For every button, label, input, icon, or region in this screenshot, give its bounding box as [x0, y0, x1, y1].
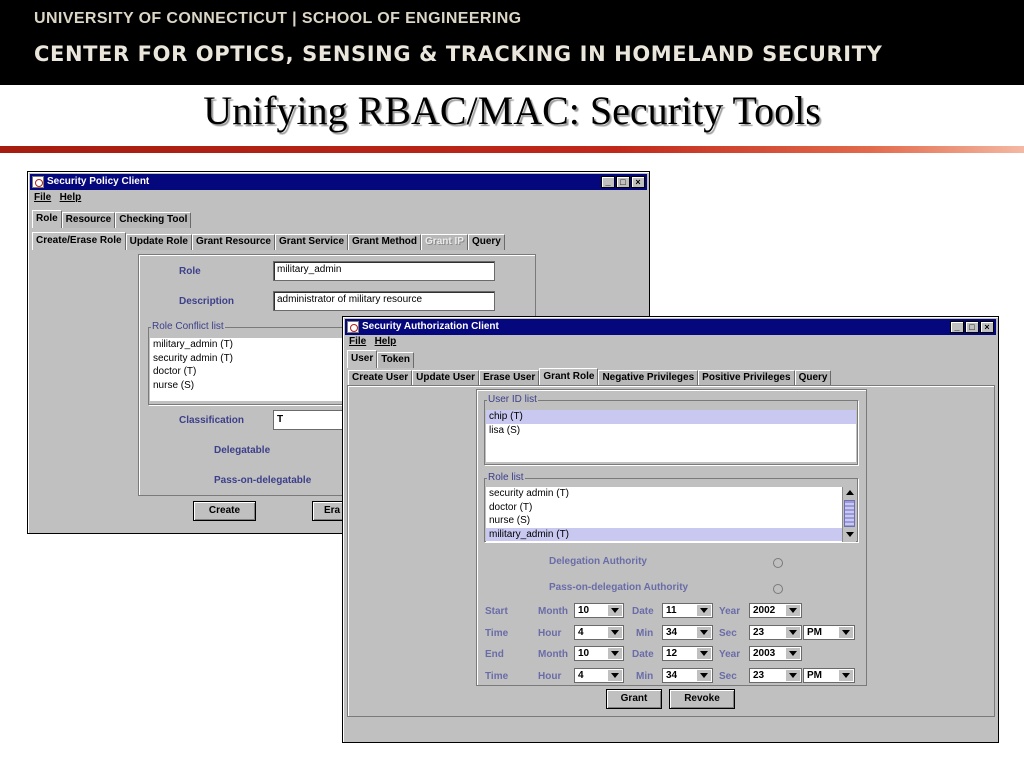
- end-sec-label: Sec: [719, 671, 737, 682]
- classification-label: Classification: [179, 415, 245, 426]
- role-label: Role: [179, 266, 201, 277]
- start-date-value: 11: [666, 605, 677, 616]
- chevron-down-icon: [786, 648, 800, 659]
- list-item[interactable]: nurse (S): [489, 515, 531, 526]
- start-year-value: 2002: [753, 605, 776, 616]
- end-ampm-value: PM: [807, 670, 822, 681]
- start-date-select[interactable]: [662, 603, 713, 618]
- end-sec-select[interactable]: [749, 668, 802, 683]
- policy-sub-tabs: [32, 234, 505, 250]
- start-min-label: Min: [636, 628, 654, 639]
- java-app-icon: [32, 176, 44, 188]
- maximize-icon[interactable]: □: [965, 321, 979, 333]
- auth-sub-tabs: [348, 370, 831, 386]
- list-item[interactable]: nurse (S): [153, 379, 195, 391]
- start-sec-value: 23: [753, 627, 765, 638]
- chevron-down-icon: [608, 670, 622, 681]
- list-item[interactable]: doctor (T): [489, 501, 533, 513]
- end-time-label: Time: [485, 671, 509, 682]
- end-min-label: Min: [636, 671, 654, 682]
- chevron-down-icon: [786, 605, 800, 616]
- tab-erase-user[interactable]: Erase User: [479, 370, 539, 386]
- close-icon[interactable]: ×: [631, 176, 645, 188]
- tab-grant-ip: Grant IP: [421, 234, 468, 250]
- end-label: End: [485, 649, 504, 660]
- end-sec-value: 23: [753, 670, 765, 681]
- menu-help[interactable]: Help: [374, 336, 397, 347]
- start-ampm-select[interactable]: [803, 625, 855, 640]
- user-id-group: [484, 394, 858, 465]
- scroll-down-icon[interactable]: [846, 532, 854, 537]
- start-ampm-value: PM: [807, 627, 822, 638]
- end-min-select[interactable]: [662, 668, 713, 683]
- list-item[interactable]: military_admin (T): [486, 528, 856, 542]
- policy-top-tabs: [32, 212, 191, 228]
- list-item[interactable]: doctor (T): [153, 366, 197, 377]
- slide-title: Unifying RBAC/MAC: Security Tools: [203, 88, 821, 133]
- end-hour-label: Hour: [538, 671, 562, 682]
- scroll-up-icon[interactable]: [846, 490, 854, 495]
- user-id-list[interactable]: [486, 410, 856, 462]
- erase-button[interactable]: Era: [312, 501, 375, 521]
- chevron-down-icon: [608, 605, 622, 616]
- minimize-icon[interactable]: _: [950, 321, 964, 333]
- tab-user[interactable]: User: [347, 350, 377, 368]
- end-month-label: Month: [538, 649, 568, 660]
- minimize-icon[interactable]: _: [601, 176, 615, 188]
- tab-create-user[interactable]: Create User: [348, 370, 412, 386]
- description-label: Description: [179, 296, 235, 307]
- scroll-thumb[interactable]: [844, 500, 855, 527]
- start-min-value: 34: [666, 627, 678, 638]
- end-date-value: 12: [666, 648, 678, 659]
- window-title: Security Policy Client: [47, 176, 150, 187]
- end-ampm-select[interactable]: [803, 668, 855, 683]
- list-item[interactable]: chip (T): [486, 410, 856, 424]
- role-conflict-group: [148, 321, 368, 405]
- start-hour-select[interactable]: [574, 625, 624, 640]
- chevron-down-icon: [786, 670, 800, 681]
- chevron-down-icon: [697, 605, 711, 616]
- end-hour-value: 4: [578, 670, 584, 681]
- chevron-down-icon: [786, 627, 800, 638]
- end-year-select[interactable]: [749, 646, 802, 661]
- policy-title-bar[interactable]: [30, 174, 647, 190]
- banner-university: UNIVERSITY OF CONNECTICUT | SCHOOL OF ENGINEERING: [34, 10, 522, 27]
- end-year-label: Year: [719, 649, 741, 660]
- user-id-list-title: User ID list: [488, 394, 537, 405]
- list-item[interactable]: military_admin (T): [153, 339, 234, 350]
- tab-create-erase-role[interactable]: Create/Erase Role: [32, 232, 126, 250]
- grant-role-panel: [347, 385, 995, 717]
- java-app-icon: [347, 321, 359, 333]
- chevron-down-icon: [839, 627, 853, 638]
- end-date-select[interactable]: [662, 646, 713, 661]
- classification-select[interactable]: T: [273, 410, 353, 430]
- title-rule: [0, 146, 1024, 153]
- grant-button[interactable]: Grant: [606, 689, 662, 709]
- list-item[interactable]: security admin (T): [489, 488, 570, 499]
- role-list-group: [484, 472, 858, 542]
- role-list-title: Role list: [488, 472, 524, 483]
- list-item[interactable]: lisa (S): [489, 424, 521, 436]
- window-title: Security Authorization Client: [362, 321, 499, 332]
- chevron-down-icon: [608, 648, 622, 659]
- tab-grant-service[interactable]: Grant Service: [275, 234, 348, 250]
- tab-grant-resource[interactable]: Grant Resource: [192, 234, 275, 250]
- start-min-select[interactable]: [662, 625, 713, 640]
- banner-center: CENTER FOR OPTICS, SENSING & TRACKING IN HOMELAND SECURITY: [34, 42, 883, 66]
- header-banner: [0, 0, 1024, 85]
- start-sec-select[interactable]: [749, 625, 802, 640]
- tab-positive-privileges[interactable]: Positive Privileges: [698, 370, 794, 386]
- role-input[interactable]: military_admin: [273, 261, 495, 281]
- auth-top-tabs: [347, 352, 414, 368]
- list-item[interactable]: security admin (T): [153, 352, 234, 364]
- tab-grant-role[interactable]: Grant Role: [539, 368, 598, 386]
- menu-bar: [34, 192, 81, 203]
- maximize-icon[interactable]: □: [616, 176, 630, 188]
- start-year-label: Year: [719, 606, 741, 617]
- delegatable-label: Delegatable: [214, 445, 271, 456]
- auth-title-bar[interactable]: [345, 319, 996, 335]
- end-min-value: 34: [666, 670, 678, 681]
- end-date-label: Date: [632, 649, 654, 660]
- start-hour-label: Hour: [538, 628, 562, 639]
- chevron-down-icon: [839, 670, 853, 681]
- start-year-select[interactable]: [749, 603, 802, 618]
- end-month-value: 10: [578, 648, 590, 659]
- start-sec-label: Sec: [719, 628, 737, 639]
- grant-role-form: [476, 389, 867, 686]
- start-hour-value: 4: [578, 627, 584, 638]
- delegation-authority-radio[interactable]: [773, 558, 783, 568]
- end-hour-select[interactable]: [574, 668, 624, 683]
- menu-bar: [349, 336, 396, 347]
- menu-file[interactable]: File: [34, 192, 52, 203]
- tab-checking-tool[interactable]: Checking Tool: [115, 212, 191, 228]
- pass-on-delegatable-label: Pass-on-delegatable: [214, 475, 312, 486]
- menu-help[interactable]: Help: [59, 192, 82, 203]
- end-year-value: 2003: [753, 648, 776, 659]
- tab-resource[interactable]: Resource: [62, 212, 116, 228]
- tab-update-user[interactable]: Update User: [412, 370, 479, 386]
- tab-role[interactable]: Role: [32, 210, 62, 228]
- end-month-select[interactable]: [574, 646, 624, 661]
- tab-negative-privileges[interactable]: Negative Privileges: [598, 370, 698, 386]
- menu-file[interactable]: File: [349, 336, 367, 347]
- tab-query[interactable]: Query: [468, 234, 505, 250]
- start-month-label: Month: [538, 606, 568, 617]
- chevron-down-icon: [608, 627, 622, 638]
- tab-grant-method[interactable]: Grant Method: [348, 234, 421, 250]
- start-month-select[interactable]: [574, 603, 624, 618]
- security-authorization-client-window: [342, 316, 999, 743]
- close-icon[interactable]: ×: [980, 321, 994, 333]
- description-input[interactable]: administrator of military resource: [273, 291, 495, 311]
- create-button[interactable]: Create: [193, 501, 256, 521]
- pass-on-delegation-label: Pass-on-delegation Authority: [549, 582, 689, 593]
- role-conflict-list[interactable]: [150, 338, 366, 401]
- start-month-value: 10: [578, 605, 590, 616]
- start-date-label: Date: [632, 606, 654, 617]
- role-conflict-title: Role Conflict list: [152, 321, 224, 332]
- start-time-label: Time: [485, 628, 509, 639]
- tab-query[interactable]: Query: [795, 370, 832, 386]
- tab-token[interactable]: Token: [377, 352, 414, 368]
- pass-on-delegation-radio[interactable]: [773, 584, 783, 594]
- delegation-authority-label: Delegation Authority: [549, 556, 647, 567]
- role-list-scrollbar[interactable]: [842, 487, 856, 542]
- tab-update-role[interactable]: Update Role: [126, 234, 192, 250]
- revoke-button[interactable]: Revoke: [669, 689, 735, 709]
- chevron-down-icon: [697, 670, 711, 681]
- role-list[interactable]: [486, 487, 856, 542]
- chevron-down-icon: [697, 648, 711, 659]
- start-label: Start: [485, 606, 508, 617]
- chevron-down-icon: [697, 627, 711, 638]
